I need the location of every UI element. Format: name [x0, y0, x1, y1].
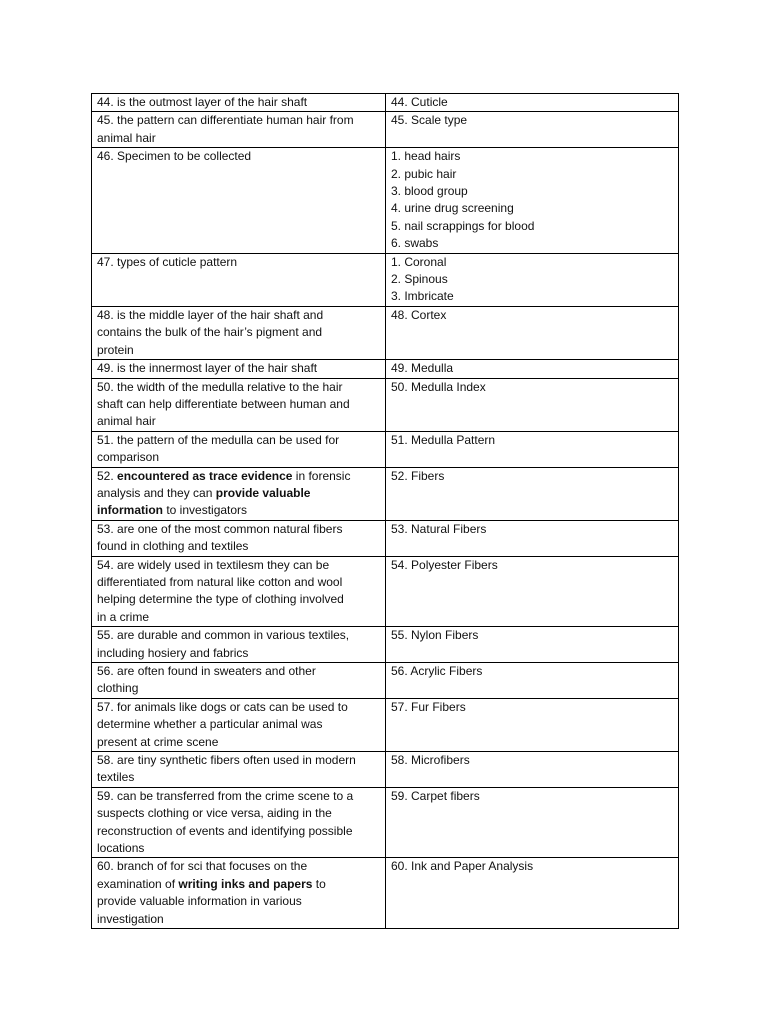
- question-line: [97, 574, 380, 591]
- table-row: [92, 378, 679, 431]
- question-text: clothing: [97, 681, 139, 696]
- question-text: to: [312, 876, 326, 891]
- answer-cell: [386, 787, 679, 858]
- question-text: 55. are durable and common in various textiles,: [97, 628, 350, 643]
- bold-text: information: [97, 503, 163, 518]
- question-line: [97, 591, 380, 608]
- answer-cell: [386, 520, 679, 556]
- question-line: [97, 557, 380, 574]
- question-cell: [92, 627, 386, 663]
- bold-text: writing inks and papers: [178, 876, 313, 891]
- answer-cell: [386, 306, 679, 359]
- answer-cell: [386, 627, 679, 663]
- answer-line: 6. swabs: [391, 236, 439, 251]
- question-text: 54. are widely used in textilesm they can be: [97, 557, 330, 572]
- table-row: [92, 752, 679, 788]
- question-line: [97, 342, 380, 359]
- table-row: [92, 360, 679, 378]
- question-line: [97, 396, 380, 413]
- question-line: [97, 379, 380, 396]
- question-text: 45. the pattern can differentiate human hair from: [97, 113, 354, 128]
- question-line: [97, 94, 380, 111]
- question-line: [97, 876, 380, 893]
- table-row: [92, 306, 679, 359]
- answer-line: 3. blood group: [391, 184, 468, 199]
- answer-cell: [386, 663, 679, 699]
- table-row: [92, 112, 679, 148]
- answer-line: 56. Acrylic Fibers: [391, 664, 483, 678]
- question-cell: [92, 112, 386, 148]
- answer-line: 2. pubic hair: [391, 166, 457, 181]
- question-cell: [92, 431, 386, 467]
- answer-line: 55. Nylon Fibers: [391, 628, 479, 643]
- question-line: [97, 521, 380, 538]
- question-line: [97, 788, 380, 805]
- question-text: 60. branch of for sci that focuses on the: [97, 859, 308, 874]
- answer-line: 2. Spinous: [391, 272, 448, 287]
- question-text: 47. types of cuticle pattern: [97, 254, 238, 269]
- table-row: [92, 94, 679, 112]
- question-text: analysis and they can: [97, 485, 216, 500]
- answer-cell: [386, 148, 679, 253]
- table-row: [92, 787, 679, 858]
- question-text: animal hair: [97, 130, 156, 145]
- answer-line: 54. Polyester Fibers: [391, 557, 498, 572]
- question-text: contains the bulk of the hair’s pigment and: [97, 325, 323, 340]
- answer-line: 3. Imbricate: [391, 289, 454, 304]
- question-text: protein: [97, 342, 134, 357]
- question-line: [97, 432, 380, 449]
- question-line: [97, 734, 380, 751]
- question-text: present at crime scene: [97, 734, 219, 749]
- table-row: [92, 698, 679, 751]
- table-row: [92, 467, 679, 520]
- table-row: [92, 556, 679, 627]
- answer-line: 5. nail scrappings for blood: [391, 218, 535, 233]
- answer-cell: [386, 431, 679, 467]
- question-text: animal hair: [97, 414, 156, 429]
- question-text: 48. is the middle layer of the hair shaft and: [97, 307, 324, 322]
- question-line: [97, 752, 380, 769]
- question-line: [97, 485, 380, 502]
- question-cell: [92, 360, 386, 378]
- answer-line: 60. Ink and Paper Analysis: [391, 859, 534, 874]
- question-cell: [92, 858, 386, 929]
- question-text: 49. is the innermost layer of the hair shaft: [97, 361, 318, 376]
- question-line: [97, 468, 380, 485]
- question-text: in a crime: [97, 609, 150, 624]
- question-line: [97, 911, 380, 928]
- question-text: differentiated from natural like cotton and wool: [97, 574, 343, 589]
- question-line: [97, 805, 380, 822]
- answer-line: 1. head hairs: [391, 149, 461, 164]
- answer-line: 1. Coronal: [391, 254, 447, 269]
- answer-line: 59. Carpet fibers: [391, 788, 480, 803]
- answer-line: 52. Fibers: [391, 468, 445, 483]
- question-line: [97, 254, 380, 271]
- table-row: [92, 520, 679, 556]
- question-line: [97, 716, 380, 733]
- answer-cell: [386, 698, 679, 751]
- question-line: [97, 307, 380, 324]
- question-line: [97, 858, 380, 875]
- answer-line: 48. Cortex: [391, 307, 447, 322]
- qa-table: [91, 93, 679, 929]
- question-cell: [92, 663, 386, 699]
- question-line: [97, 538, 380, 555]
- question-text: examination of: [97, 876, 179, 891]
- question-cell: [92, 253, 386, 306]
- question-line: [97, 823, 380, 840]
- question-text: suspects clothing or vice versa, aiding in the: [97, 806, 332, 821]
- question-text: including hosiery and fabrics: [97, 645, 249, 660]
- question-line: [97, 893, 380, 910]
- question-line: [97, 130, 380, 147]
- question-text: 52.: [97, 468, 118, 483]
- question-line: [97, 840, 380, 857]
- answer-cell: [386, 858, 679, 929]
- answer-line: 4. urine drug screening: [391, 201, 514, 216]
- table-row: [92, 663, 679, 699]
- question-text: 53. are one of the most common natural fibers: [97, 521, 343, 536]
- table-body: [92, 94, 679, 929]
- question-line: [97, 324, 380, 341]
- question-text: locations: [97, 841, 145, 856]
- answer-line: 45. Scale type: [391, 113, 468, 128]
- question-text: in forensic: [292, 468, 351, 483]
- answer-line: 44. Cuticle: [391, 95, 448, 109]
- question-line: [97, 449, 380, 466]
- question-text: helping determine the type of clothing involved: [97, 592, 344, 607]
- question-cell: [92, 787, 386, 858]
- question-line: [97, 645, 380, 662]
- question-text: 59. can be transferred from the crime scene to a: [97, 788, 354, 803]
- question-line: [97, 680, 380, 697]
- question-line: [97, 609, 380, 626]
- question-text: shaft can help differentiate between human and: [97, 396, 350, 411]
- answer-line: 51. Medulla Pattern: [391, 432, 496, 447]
- question-cell: [92, 556, 386, 627]
- answer-line: 57. Fur Fibers: [391, 699, 466, 714]
- question-text: 56. are often found in sweaters and other: [97, 664, 316, 678]
- question-text: determine whether a particular animal was: [97, 717, 323, 732]
- answer-cell: [386, 467, 679, 520]
- question-text: found in clothing and textiles: [97, 539, 249, 554]
- question-cell: [92, 467, 386, 520]
- question-cell: [92, 520, 386, 556]
- question-text: 50. the width of the medulla relative to the hair: [97, 379, 343, 394]
- table-row: [92, 148, 679, 253]
- question-text: 51. the pattern of the medulla can be used for: [97, 432, 340, 447]
- question-text: 57. for animals like dogs or cats can be used to: [97, 699, 348, 714]
- answer-line: 50. Medulla Index: [391, 379, 486, 394]
- question-line: [97, 627, 380, 644]
- table-row: [92, 627, 679, 663]
- question-text: 58. are tiny synthetic fibers often used in modern: [97, 753, 356, 768]
- answer-cell: [386, 94, 679, 112]
- question-text: comparison: [97, 450, 160, 465]
- question-line: [97, 112, 380, 129]
- table-row: [92, 858, 679, 929]
- question-text: provide valuable information in various: [97, 894, 302, 909]
- question-line: [97, 663, 380, 680]
- question-text: investigation: [97, 911, 164, 926]
- bold-text: encountered as trace evidence: [117, 468, 293, 483]
- table-row: [92, 253, 679, 306]
- question-line: [97, 699, 380, 716]
- bold-text: provide valuable: [215, 485, 311, 500]
- question-text: 44. is the outmost layer of the hair shaft: [97, 95, 308, 109]
- answer-cell: [386, 112, 679, 148]
- question-cell: [92, 752, 386, 788]
- question-line: [97, 769, 380, 786]
- question-cell: [92, 148, 386, 253]
- answer-cell: [386, 378, 679, 431]
- answer-line: 49. Medulla: [391, 361, 454, 376]
- question-line: [97, 360, 380, 377]
- question-text: reconstruction of events and identifying possible: [97, 823, 353, 838]
- question-line: [97, 413, 380, 430]
- question-line: [97, 148, 380, 165]
- table-row: [92, 431, 679, 467]
- question-cell: [92, 306, 386, 359]
- answer-cell: [386, 360, 679, 378]
- answer-line: 53. Natural Fibers: [391, 521, 487, 536]
- question-cell: [92, 378, 386, 431]
- question-text: to investigators: [163, 503, 248, 518]
- question-text: 46. Specimen to be collected: [97, 149, 252, 164]
- answer-cell: [386, 556, 679, 627]
- question-text: textiles: [97, 770, 135, 785]
- answer-cell: [386, 752, 679, 788]
- answer-line: 58. Microfibers: [391, 753, 470, 768]
- question-cell: [92, 698, 386, 751]
- question-line: [97, 502, 380, 519]
- answer-cell: [386, 253, 679, 306]
- question-cell: [92, 94, 386, 112]
